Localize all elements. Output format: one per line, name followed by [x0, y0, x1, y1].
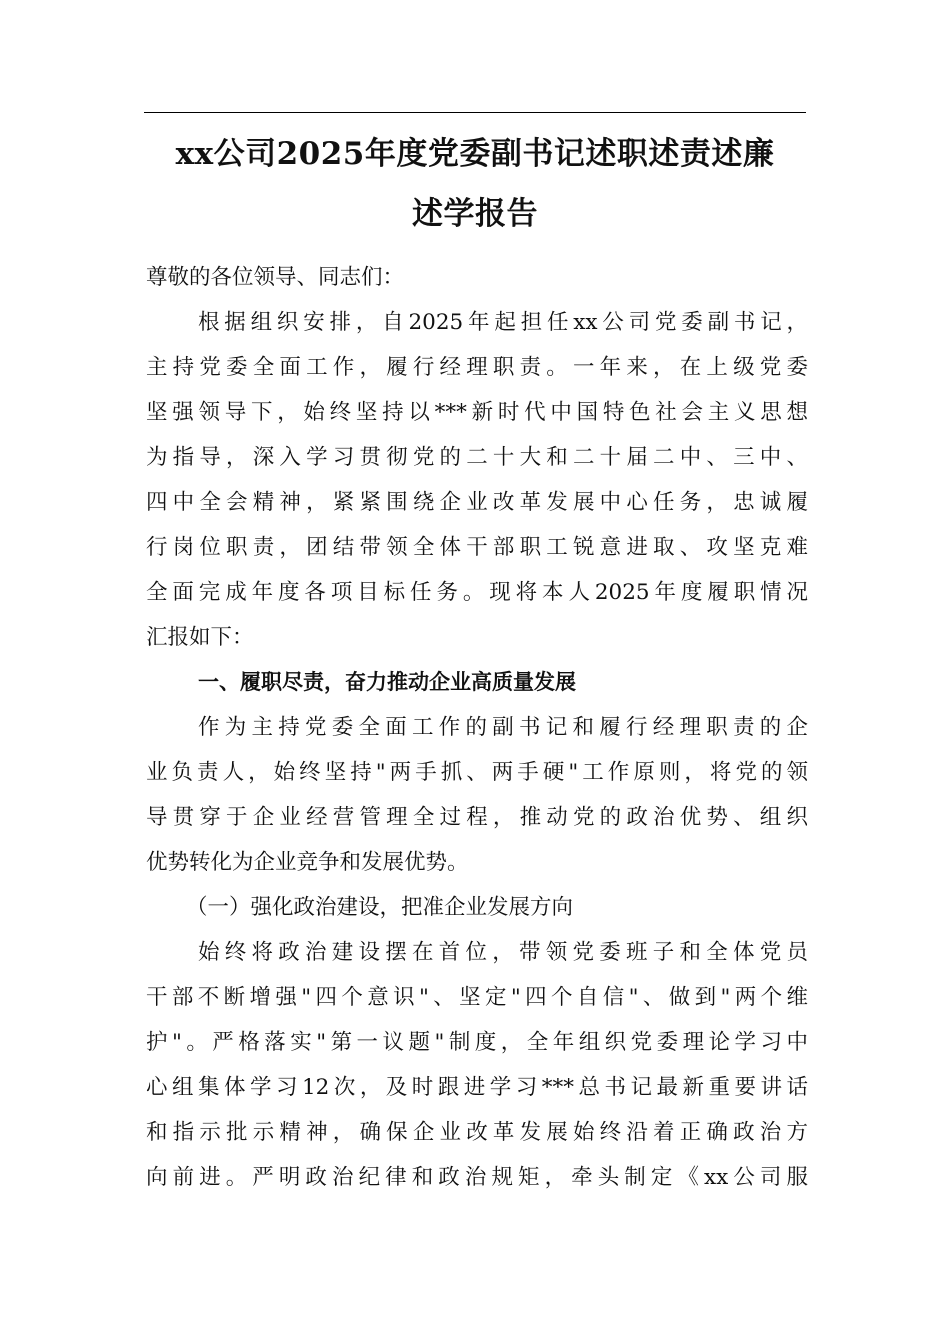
- section1-line-1: 作为主持党委全面工作的副书记和履行经理职责的企: [198, 715, 808, 740]
- title-line-2: 述学报告: [412, 196, 538, 232]
- subsection1-line-3: 护"。严格落实"第一议题"制度，全年组织党委理论学习中: [146, 1030, 808, 1055]
- intro-line-1: 根据组织安排，自2025年起担任xx公司党委副书记，: [198, 310, 808, 335]
- intro-line-6: 行岗位职责，团结带领全体干部职工锐意进取、攻坚克难: [146, 535, 808, 560]
- subsection-heading-1: （一）强化政治建设，把准企业发展方向: [186, 895, 574, 920]
- section1-line-2: 业负责人，始终坚持"两手抓、两手硬"工作原则，将党的领: [146, 760, 808, 785]
- intro-line-8: 汇报如下：: [146, 625, 254, 650]
- section1-line-3: 导贯穿于企业经营管理全过程，推动党的政治优势、组织: [146, 805, 808, 830]
- subsection1-line-4: 心组集体学习12次，及时跟进学习***总书记最新重要讲话: [146, 1075, 808, 1100]
- document-title: [144, 124, 806, 244]
- header-rule: [144, 112, 806, 113]
- intro-line-2: 主持党委全面工作，履行经理职责。一年来，在上级党委: [146, 355, 808, 380]
- document-body: [146, 255, 808, 1200]
- subsection1-line-5: 和指示批示精神，确保企业改革发展始终沿着正确政治方: [146, 1120, 808, 1145]
- subsection1-line-2: 干部不断增强"四个意识"、坚定"四个自信"、做到"两个维: [146, 985, 808, 1010]
- salutation: 尊敬的各位领导、同志们：: [146, 265, 405, 290]
- intro-line-5: 四中全会精神，紧紧围绕企业改革发展中心任务，忠诚履: [146, 490, 808, 515]
- intro-line-7: 全面完成年度各项目标任务。现将本人2025年度履职情况: [146, 580, 808, 605]
- title-line-1: xx公司2025年度党委副书记述职述责述廉: [175, 136, 775, 172]
- section-heading-1: 一、履职尽责，奋力推动企业高质量发展: [198, 670, 576, 694]
- section1-line-4: 优势转化为企业竞争和发展优势。: [146, 850, 469, 875]
- subsection1-line-1: 始终将政治建设摆在首位，带领党委班子和全体党员: [198, 940, 808, 965]
- intro-line-4: 为指导，深入学习贯彻党的二十大和二十届二中、三中、: [146, 445, 808, 470]
- subsection1-line-6: 向前进。严明政治纪律和政治规矩，牵头制定《xx公司服: [146, 1165, 808, 1190]
- intro-line-3: 坚强领导下，始终坚持以***新时代中国特色社会主义思想: [146, 400, 808, 425]
